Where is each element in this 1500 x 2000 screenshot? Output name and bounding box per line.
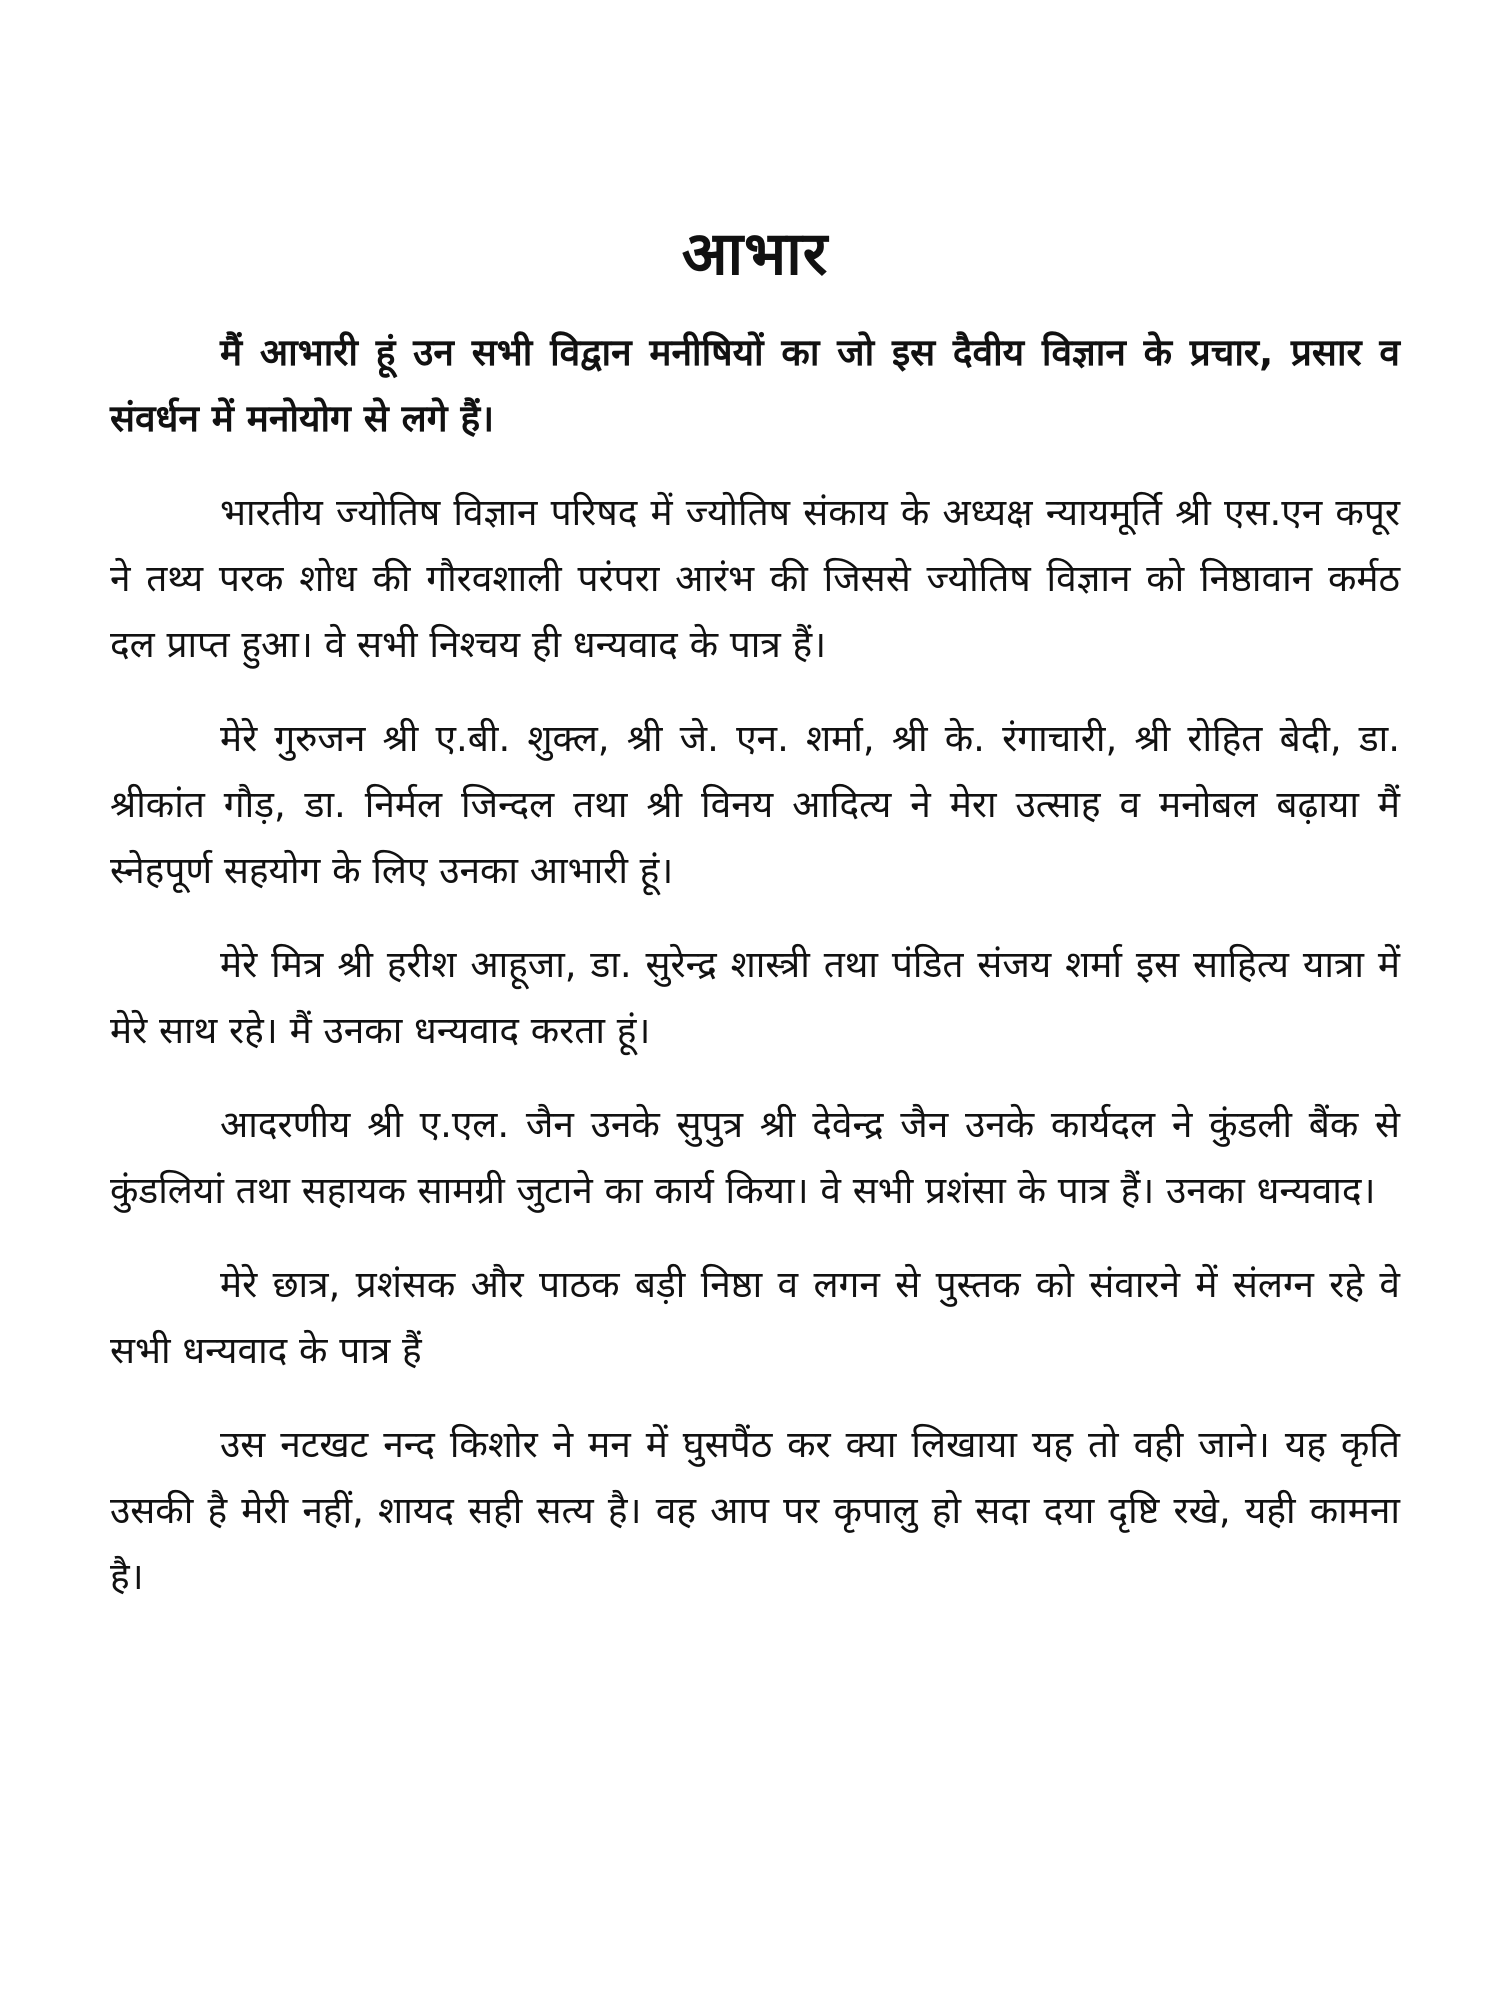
paragraph-1: मैं आभारी हूं उन सभी विद्वान मनीषियों का जो इस दैवीय विज्ञान के प्रचार, प्रसार व संवर्धन में मनोयोग से लगे हैं।: [110, 331, 1400, 440]
paragraph-2: भारतीय ज्योतिष विज्ञान परिषद में ज्योतिष संकाय के अध्यक्ष न्यायमूर्ति श्री एस.एन कपूर ने तथ्य परक शोध की गौरवशाली परंपरा आरंभ की जिससे ज्योतिष विज्ञान को निष्ठावान कर्मठ दल प्राप्त हुआ। वे सभी निश्चय ही धन्यवाद के पात्र हैं।: [110, 491, 1400, 666]
document-page: [110, 210, 1400, 1638]
paragraph-7: उस नटखट नन्द किशोर ने मन में घुसपैंठ कर क्या लिखाया यह तो वही जाने। यह कृति उसकी है मेरी नहीं, शायद सही सत्य है। वह आप पर कृपालु हो सदा दया दृष्टि रखे, यही कामना है।: [110, 1423, 1400, 1598]
paragraph-3: मेरे गुरुजन श्री ए.बी. शुक्ल, श्री जे. एन. शर्मा, श्री के. रंगाचारी, श्री रोहित बेदी, डा. श्रीकांत गौड़, डा. निर्मल जिन्दल तथा श्री विनय आदित्य ने मेरा उत्साह व मनोबल बढ़ाया मैं स्नेहपूर्ण सहयोग के लिए उनका आभारी हूं।: [110, 717, 1400, 892]
paragraph-4: मेरे मित्र श्री हरीश आहूजा, डा. सुरेन्द्र शास्त्री तथा पंडित संजय शर्मा इस साहित्य यात्रा में मेरे साथ रहे। मैं उनका धन्यवाद करता हूं।: [110, 943, 1400, 1052]
paragraph-5: आदरणीय श्री ए.एल. जैन उनके सुपुत्र श्री देवेन्द्र जैन उनके कार्यदल ने कुंडली बैंक से कुंडलियां तथा सहायक सामग्री जुटाने का कार्य किया। वे सभी प्रशंसा के पात्र हैं। उनका धन्यवाद।: [110, 1103, 1400, 1212]
page-title: आभार: [681, 219, 829, 289]
paragraph-6: मेरे छात्र, प्रशंसक और पाठक बड़ी निष्ठा व लगन से पुस्तक को संवारने में संलग्न रहे वे सभी धन्यवाद के पात्र हैं: [110, 1263, 1400, 1372]
